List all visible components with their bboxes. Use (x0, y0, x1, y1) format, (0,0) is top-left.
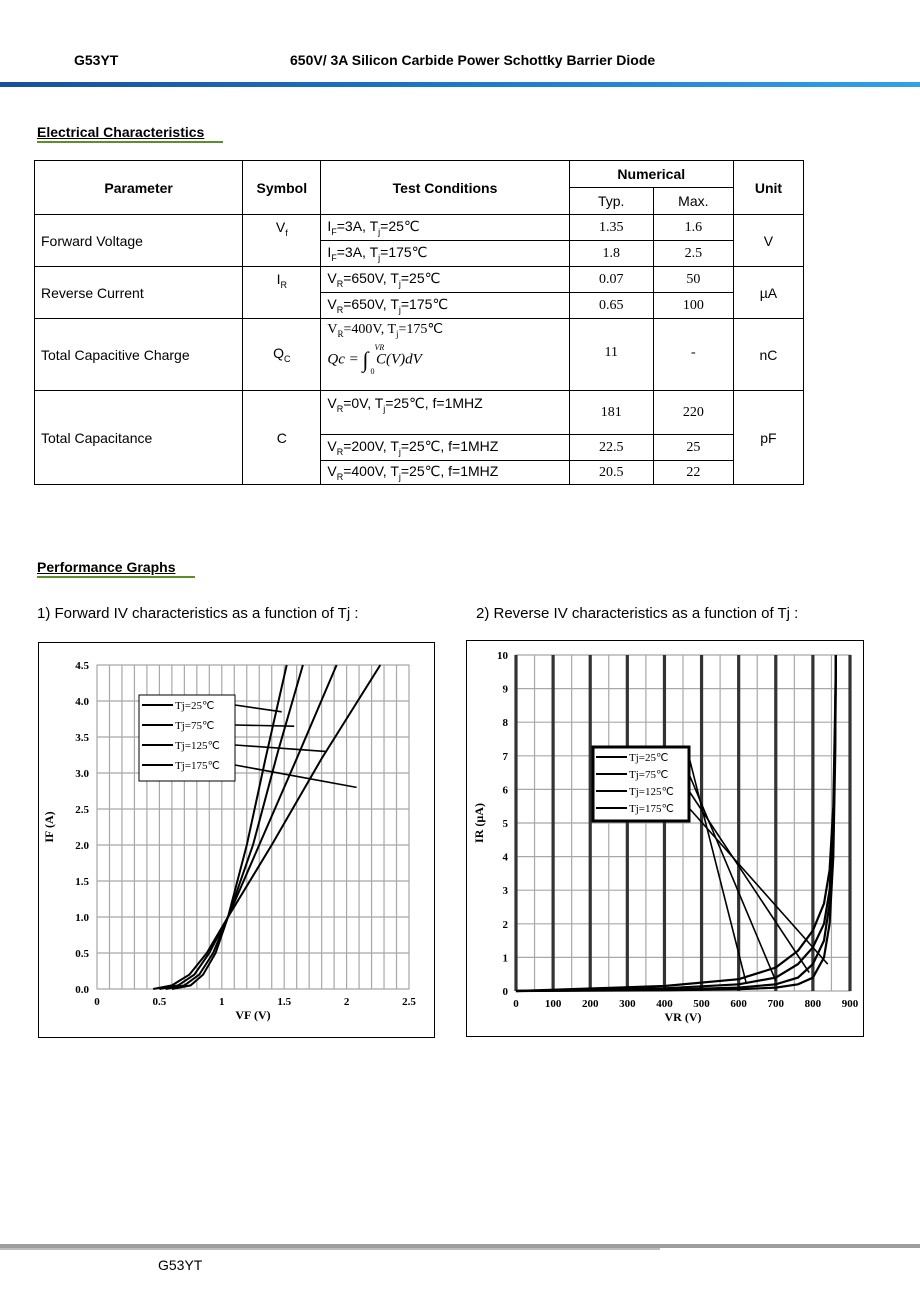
legend-label: Tj=125℃ (175, 740, 220, 752)
y-tick-label: 1.0 (75, 912, 89, 924)
y-tick-label: 0 (502, 986, 508, 998)
y-tick-label: 0.5 (75, 948, 89, 960)
header-typ: Typ. (569, 188, 653, 215)
legend-label: Tj=175℃ (629, 803, 674, 815)
y-tick-label: 3 (502, 885, 508, 898)
symbol-ir: $I_R$ (243, 267, 321, 319)
x-tick-label: 500 (693, 998, 710, 1010)
footer-part-number: G53YT (158, 1257, 203, 1273)
cond-c-0v: $V_R=0V$, $T_j=25℃$, f=1MHZ (321, 391, 569, 435)
header-parameter: Parameter (35, 161, 243, 215)
section-underline (37, 576, 195, 578)
x-tick-label: 0.5 (152, 996, 167, 1008)
c-max-200v: 25 (653, 435, 733, 461)
section-title-performance: Performance Graphs (37, 559, 176, 575)
vf-typ-25: 1.35 (569, 215, 653, 241)
header-numerical: Numerical (569, 161, 733, 188)
footer-rule-secondary (0, 1248, 660, 1250)
c-max-400v: 22 (653, 461, 733, 485)
y-tick-label: 9 (502, 683, 508, 696)
y-tick-label: 1.5 (75, 876, 89, 888)
legend-label: Tj=25℃ (629, 752, 669, 764)
header-rule (0, 82, 920, 87)
header-unit: Unit (733, 161, 803, 215)
cond-c-200v: $V_R=200V$, $T_j=25℃$, f=1MHZ (321, 435, 569, 461)
x-tick-label: 400 (656, 998, 673, 1010)
x-tick-label: 2.5 (402, 996, 416, 1008)
unit-ir: µA (733, 267, 803, 319)
unit-qc: nC (733, 319, 803, 391)
y-tick-label: 4 (502, 851, 508, 864)
param-capacitive-charge: Total Capacitive Charge (35, 319, 243, 391)
c-typ-400v: 20.5 (569, 461, 653, 485)
vf-max-175: 2.5 (653, 241, 733, 267)
symbol-qc: $Q_C$ (243, 319, 321, 391)
reverse-iv-chart (467, 641, 863, 1036)
qc-formula: Qc = ∫ VR 0 C(V)dV (327, 342, 422, 376)
header-part-number: G53YT (74, 52, 119, 68)
cond-c-400v: $V_R=400V$, $T_j=25℃$, f=1MHZ (321, 461, 569, 485)
vf-max-25: 1.6 (653, 215, 733, 241)
graph2-caption: 2) Reverse IV characteristics as a function of Tj : (476, 605, 799, 622)
legend-label: Tj=75℃ (175, 720, 215, 732)
graph1-caption: 1) Forward IV characteristics as a function of Tj : (37, 605, 359, 622)
x-tick-label: 300 (619, 998, 636, 1010)
forward-iv-chart (39, 643, 434, 1037)
x-axis-label: VR (V) (664, 1010, 702, 1024)
legend-label: Tj=75℃ (629, 769, 669, 781)
symbol-c: C (243, 391, 321, 485)
legend-label: Tj=125℃ (629, 786, 674, 798)
symbol-vf: $V_f$ (243, 215, 321, 267)
y-tick-label: 2.5 (75, 804, 89, 816)
cond-ir-25: $V_R=650V$, $T_j=25℃$ (321, 267, 569, 293)
x-tick-label: 0 (513, 998, 519, 1010)
unit-c: pF (733, 391, 803, 485)
x-tick-label: 800 (804, 998, 822, 1010)
y-tick-label: 0.0 (75, 984, 89, 996)
x-tick-label: 1.5 (277, 996, 292, 1008)
x-tick-label: 100 (544, 998, 562, 1010)
x-tick-label: 600 (730, 998, 747, 1010)
y-tick-label: 4.5 (75, 660, 89, 672)
ir-typ-25: 0.07 (569, 267, 653, 293)
param-capacitance: Total Capacitance (35, 391, 243, 485)
y-tick-label: 6 (502, 784, 508, 797)
y-tick-label: 8 (502, 717, 508, 730)
ir-typ-175: 0.65 (569, 293, 653, 319)
x-tick-label: 0 (94, 996, 100, 1008)
qc-max: - (653, 319, 733, 391)
x-tick-label: 2 (343, 996, 350, 1008)
electrical-characteristics-table (34, 160, 804, 485)
header-test-conditions: Test Conditions (321, 161, 569, 215)
y-tick-label: 7 (502, 750, 508, 763)
y-tick-label: 1 (502, 952, 508, 965)
y-axis-label: IF (A) (42, 811, 56, 843)
cond-ir-175: $V_R=650V$, $T_j=175℃$ (321, 293, 569, 319)
param-reverse-current: Reverse Current (35, 267, 243, 319)
vf-typ-175: 1.8 (569, 241, 653, 267)
x-tick-label: 900 (841, 998, 859, 1010)
cond-vf-25: $I_F=3A$, $T_j=25℃$ (321, 215, 569, 241)
y-tick-label: 3.5 (75, 732, 89, 744)
legend-label: Tj=175℃ (175, 760, 220, 772)
param-forward-voltage: Forward Voltage (35, 215, 243, 267)
x-axis-label: VF (V) (235, 1008, 271, 1022)
cond-vf-175: $I_F=3A$, $T_j=175℃$ (321, 241, 569, 267)
y-tick-label: 4.0 (75, 696, 89, 708)
section-title-electrical: Electrical Characteristics (37, 124, 205, 140)
unit-vf: V (733, 215, 803, 267)
x-tick-label: 700 (767, 998, 785, 1010)
y-axis-label: IR (µA) (472, 803, 486, 843)
c-typ-0v: 181 (569, 391, 653, 435)
y-tick-label: 2.0 (75, 840, 89, 852)
header-title: 650V/ 3A Silicon Carbide Power Schottky Barrier Diode (290, 52, 656, 68)
c-max-0v: 220 (653, 391, 733, 435)
y-tick-label: 3.0 (75, 768, 89, 780)
header-max: Max. (653, 188, 733, 215)
header-symbol: Symbol (243, 161, 321, 215)
legend-label: Tj=25℃ (175, 700, 215, 712)
section-underline (37, 141, 223, 143)
ir-max-25: 50 (653, 267, 733, 293)
cond-qc: $V_R=400V$, $T_j=175℃$ Qc = ∫ VR 0 C(V)dV (321, 319, 569, 391)
c-typ-200v: 22.5 (569, 435, 653, 461)
x-tick-label: 200 (581, 998, 599, 1010)
ir-max-175: 100 (653, 293, 733, 319)
qc-typ: 11 (569, 319, 653, 391)
reverse-iv-chart-frame (466, 640, 864, 1037)
forward-iv-chart-frame (38, 642, 435, 1038)
y-tick-label: 5 (502, 818, 508, 830)
y-tick-label: 10 (497, 650, 508, 662)
y-tick-label: 2 (502, 918, 508, 931)
x-tick-label: 1 (219, 996, 225, 1008)
